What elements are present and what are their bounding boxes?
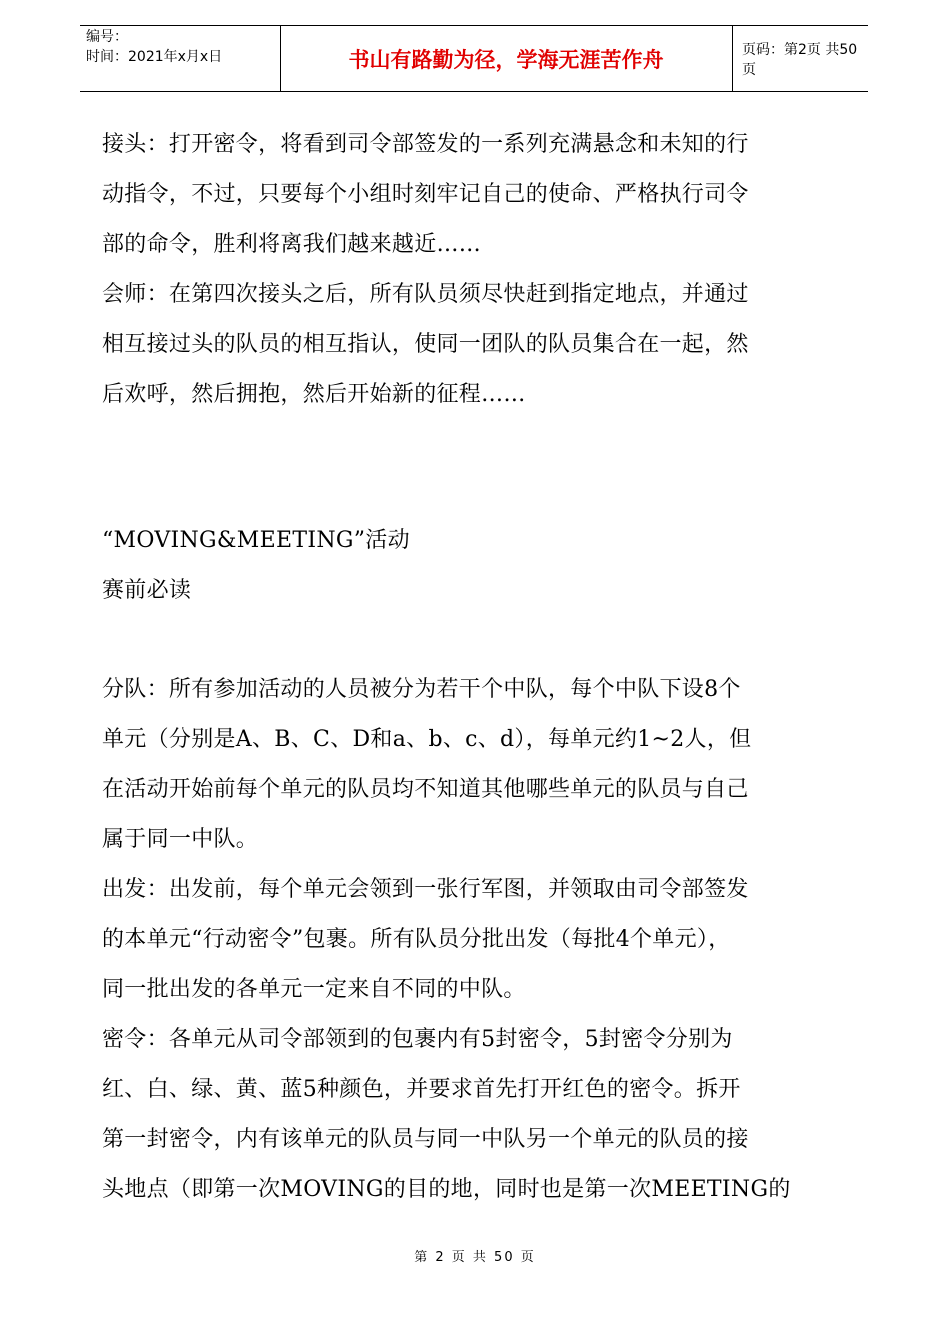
body-text-line: 同一批出发的各单元一定来自不同的中队。 bbox=[102, 977, 526, 1002]
body-text-line: 后欢呼，然后拥抱，然后开始新的征程…… bbox=[102, 382, 526, 407]
body-text-line: 动指令，不过，只要每个小组时刻牢记自己的使命、严格执行司令 bbox=[102, 182, 749, 207]
document-date: 时间：2021年x月x日 bbox=[86, 49, 223, 65]
header-motto: 书山有路勤为径，学海无涯苦作舟 bbox=[348, 47, 664, 72]
body-text-line: 在活动开始前每个单元的队员均不知道其他哪些单元的队员与自己 bbox=[102, 777, 749, 802]
body-text-line: 出发：出发前，每个单元会领到一张行军图，并领取由司令部签发 bbox=[102, 877, 749, 902]
body-text-line: 分队：所有参加活动的人员被分为若干个中队，每个中队下设8个 bbox=[102, 677, 741, 702]
body-text-line: 单元（分别是A、B、C、D和a、b、c、d），每单元约1~2人，但 bbox=[102, 727, 752, 752]
body-text-line: 密令：各单元从司令部领到的包裹内有5封密令，5封密令分别为 bbox=[102, 1027, 733, 1052]
body-text-line: 接头：打开密令，将看到司令部签发的一系列充满悬念和未知的行 bbox=[102, 132, 749, 157]
header-meta bbox=[80, 26, 280, 91]
page-footer: 第 2 页 共 50 页 bbox=[414, 1250, 536, 1265]
body-text-line: 第一封密令，内有该单元的队员与同一中队另一个单元的队员的接 bbox=[102, 1127, 749, 1152]
document-number-label: 编号： bbox=[86, 29, 128, 45]
body-text-line: 会师：在第四次接头之后，所有队员须尽快赶到指定地点，并通过 bbox=[102, 282, 749, 307]
section-title: “MOVING&MEETING”活动 bbox=[102, 528, 410, 553]
body-text-line: 部的命令，胜利将离我们越来越近…… bbox=[102, 232, 482, 257]
body-text-line: 属于同一中队。 bbox=[102, 827, 259, 852]
body-text-line: 相互接过头的队员的相互指认，使同一团队的队员集合在一起，然 bbox=[102, 332, 749, 357]
header-page-info: 页码：第2页 共50页 bbox=[742, 41, 858, 78]
page-header bbox=[80, 25, 868, 92]
body-text-line: 的本单元“行动密令”包裹。所有队员分批出发（每批4个单元）， bbox=[102, 927, 731, 952]
body-text-line: 头地点（即第一次MOVING的目的地，同时也是第一次MEETING的 bbox=[102, 1177, 791, 1202]
section-subtitle: 赛前必读 bbox=[102, 578, 192, 603]
body-text-line: 红、白、绿、黄、蓝5种颜色，并要求首先打开红色的密令。拆开 bbox=[102, 1077, 741, 1102]
